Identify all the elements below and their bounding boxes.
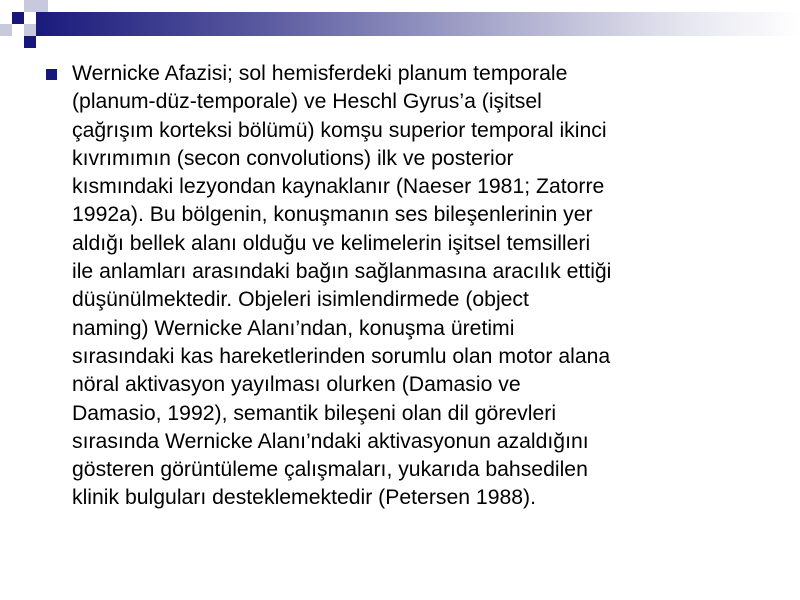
header-decoration (0, 0, 800, 50)
decor-square (24, 36, 36, 48)
decor-square (24, 0, 36, 12)
decor-square (36, 0, 48, 12)
bullet-item (46, 60, 766, 513)
slide-content (46, 60, 766, 513)
decor-square (0, 24, 12, 36)
square-bullet-icon (46, 69, 57, 80)
header-gradient-bar (36, 12, 800, 36)
decor-square (12, 12, 24, 24)
bullet-text: Wernicke Afazisi; sol hemisferdeki planum temporale (planum-düz-temporale) ve Heschl Gyrus’a (işitsel çağrışım korteksi bölümü) komşu superior temporal ikinci kıvrımımın (secon convolutions) ilk ve posterior kısmındaki lezyondan kaynaklanır (Naeser 1981; Zatorre 1992a). Bu bölgenin, konuşmanın ses bileşenlerinin yer aldığı bellek alanı olduğu ve kelimelerin işitsel temsilleri ile anlamları arasındaki bağın sağlanmasına aracılık ettiği düşünülmektedir. Objeleri isimlendirmede (object naming) Wernicke Alanı’ndan, konuşma üretimi sırasındaki kas hareketlerinden sorumlu olan motor alana nöral aktivasyon yayılması olurken (Damasio ve Damasio, 1992), semantik bileşeni olan dil görevleri sırasında Wernicke Alanı’ndaki aktivasyonun azaldığını gösteren görüntüleme çalışmaları, yukarıda bahsedilen klinik bulguları desteklemektedir (Petersen 1988). (72, 62, 612, 510)
decor-square (24, 24, 36, 36)
